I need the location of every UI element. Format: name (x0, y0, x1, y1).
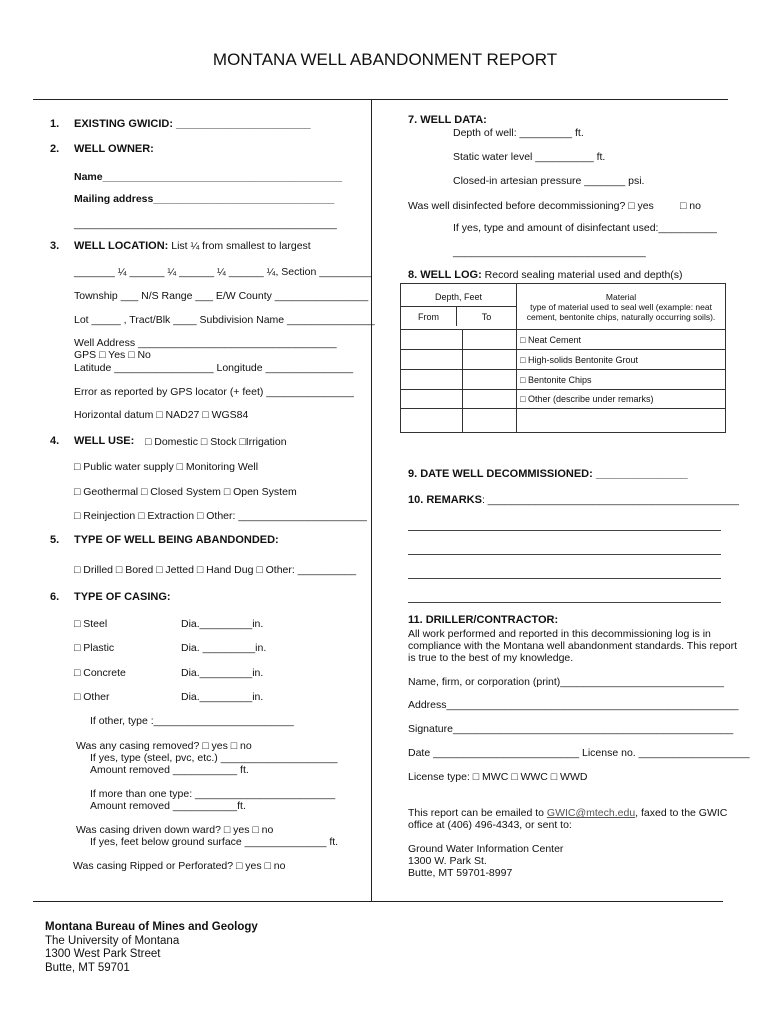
signature-field[interactable]: Signature________________________________________________ (408, 723, 734, 735)
well-type-options[interactable]: □ Drilled □ Bored □ Jetted □ Hand Dug □ Other: __________ (74, 564, 357, 576)
depth-header-cell (401, 284, 517, 330)
casing-ripped-question[interactable]: Was casing Ripped or Perforated? □ yes □ no (73, 860, 286, 872)
casing-steel-diameter[interactable]: Dia._________in. (181, 618, 264, 630)
gwic-street: 1300 W. Park St. (408, 855, 487, 867)
casing-removed-question[interactable]: Was any casing removed? □ yes □ no (76, 740, 252, 752)
well-use-row-3[interactable]: □ Geothermal □ Closed System □ Open System (74, 486, 297, 498)
existing-gwicid-field[interactable]: EXISTING GWICID: ______________________ (74, 118, 311, 130)
log-to-cell[interactable] (462, 370, 517, 390)
well-log-heading (408, 269, 683, 281)
section-3-number: 3. (50, 240, 60, 252)
well-log-table (400, 283, 726, 433)
gwic-email-link[interactable]: GWIC@mtech.edu (546, 807, 636, 819)
gps-checkboxes[interactable]: GPS □ Yes □ No (74, 349, 151, 361)
casing-concrete-diameter[interactable]: Dia._________in. (181, 667, 264, 679)
well-log-label: 8. WELL LOG: (408, 269, 482, 281)
casing-driven-question[interactable]: Was casing driven down ward? □ yes □ no (76, 824, 274, 836)
column-divider (371, 99, 372, 901)
casing-removed-type-field[interactable]: If yes, type (steel, pvc, etc.) ____________________ (90, 752, 338, 764)
material-neat-cement[interactable]: □ Neat Cement (517, 330, 726, 350)
remarks-line-5[interactable] (408, 602, 721, 603)
log-from-cell[interactable] (401, 409, 463, 433)
casing-more-types-field[interactable]: If more than one type: ________________________ (90, 788, 336, 800)
top-rule (33, 99, 728, 100)
material-bentonite-chips[interactable]: □ Bentonite Chips (517, 370, 726, 390)
page-title: MONTANA WELL ABANDONMENT REPORT (212, 50, 558, 69)
gwic-name: Ground Water Information Center (408, 843, 564, 855)
gps-error-field[interactable]: Error as reported by GPS locator (+ feet) _______________ (74, 386, 354, 398)
remarks-line-2[interactable] (408, 530, 721, 531)
certification-line-3: is true to the best of my knowledge. (408, 652, 574, 664)
log-to-cell[interactable] (462, 390, 517, 409)
owner-mailing-line2[interactable]: _____________________________________________ (74, 218, 337, 230)
well-location-hint: List ¼ from smallest to largest (171, 240, 311, 252)
casing-plastic-checkbox[interactable]: □ Plastic (74, 642, 115, 654)
well-use-row-4[interactable]: □ Reinjection □ Extraction □ Other: ______________________ (74, 510, 367, 522)
material-bentonite-grout[interactable]: □ High-solids Bentonite Grout (517, 350, 726, 370)
certification-line-2: compliance with the Montana well abandonment standards. This report (408, 640, 737, 652)
remarks-line-3[interactable] (408, 554, 721, 555)
footer-street: 1300 West Park Street (45, 948, 161, 960)
from-header: From (418, 311, 439, 322)
log-to-cell[interactable] (462, 409, 517, 433)
casing-removed-amount-field[interactable]: Amount removed ___________ ft. (90, 764, 249, 776)
disinfectant-type-field[interactable]: If yes, type and amount of disinfectant used:__________ (453, 222, 717, 234)
well-owner-heading: WELL OWNER: (74, 143, 154, 155)
well-log-hint: Record sealing material used and depth(s) (484, 269, 683, 281)
footer-address-block (45, 921, 258, 975)
township-range-county-field[interactable]: Township ___ N/S Range ___ E/W County ________________ (74, 290, 369, 302)
driller-contractor-heading: 11. DRILLER/CONTRACTOR: (408, 614, 559, 626)
disinfected-question[interactable]: Was well disinfected before decommissioning? □ yes (408, 200, 654, 212)
material-description: type of material used to seal well (example: neat cement, bentonite chips, naturally occurring soils). (526, 301, 716, 322)
name-firm-field[interactable]: Name, firm, or corporation (print)____________________________ (408, 676, 724, 688)
lot-tract-subdivision-field[interactable]: Lot _____ , Tract/Blk ____ Subdivision Name _______________ (74, 314, 375, 326)
log-from-cell[interactable] (401, 370, 463, 390)
certification-line-1: All work performed and reported in this decommissioning log is in (408, 628, 711, 640)
casing-other-diameter[interactable]: Dia._________in. (181, 691, 264, 703)
email-prefix: This report can be emailed to (408, 807, 547, 819)
casing-amount2-field[interactable]: Amount removed ___________ft. (90, 800, 246, 812)
well-use-heading: WELL USE: (74, 435, 135, 447)
depth-header: Depth, Feet (401, 288, 516, 307)
footer-city: Butte, MT 59701 (45, 961, 130, 974)
casing-type-heading: TYPE OF CASING: (74, 591, 171, 603)
owner-mailing-field[interactable]: Mailing address_______________________________ (74, 193, 335, 205)
date-license-field[interactable]: Date _________________________ License no. ___________________ (408, 747, 750, 759)
log-material-cell[interactable] (517, 409, 726, 433)
log-to-cell[interactable] (462, 350, 517, 370)
footer-university: The University of Montana (45, 934, 180, 947)
bottom-rule (33, 901, 723, 902)
section-1-number: 1. (50, 118, 60, 130)
owner-name-field[interactable]: Name_________________________________________ (74, 171, 343, 183)
log-from-cell[interactable] (401, 350, 463, 370)
well-location-heading (74, 240, 311, 252)
lat-long-field[interactable]: Latitude _________________ Longitude _______________ (74, 362, 354, 374)
disinfectant-type-line2[interactable]: _________________________________ (453, 246, 646, 258)
section-5-number: 5. (50, 534, 60, 546)
section-4-number: 4. (50, 435, 60, 447)
well-address-field[interactable]: Well Address __________________________________ (74, 337, 337, 349)
casing-other-type-field[interactable]: If other, type :________________________ (90, 715, 294, 727)
well-data-heading: 7. WELL DATA: (408, 114, 487, 126)
well-use-row-1[interactable]: □ Domestic □ Stock □Irrigation (145, 436, 287, 448)
fax-instructions: office at (406) 496-4343, or sent to: (408, 819, 572, 831)
well-location-label: WELL LOCATION: (74, 240, 169, 252)
material-header: Material (605, 291, 637, 302)
date-decommissioned-field[interactable]: 9. DATE WELL DECOMMISSIONED: _______________ (408, 468, 688, 480)
disinfected-no-checkbox[interactable]: □ no (680, 200, 701, 212)
gwic-city: Butte, MT 59701-8997 (408, 867, 513, 879)
static-water-level-field[interactable]: Static water level __________ ft. (453, 151, 606, 163)
horizontal-datum-checkboxes[interactable]: Horizontal datum □ NAD27 □ WGS84 (74, 409, 249, 421)
log-from-cell[interactable] (401, 390, 463, 409)
remarks-field[interactable] (408, 494, 739, 506)
license-type-checkboxes[interactable]: License type: □ MWC □ WWC □ WWD (408, 771, 588, 783)
material-other[interactable]: □ Other (describe under remarks) (517, 390, 726, 409)
material-header-cell (517, 284, 726, 330)
well-depth-field[interactable]: Depth of well: _________ ft. (453, 127, 584, 139)
quarter-section-field[interactable]: _______ ¼ ______ ¼ ______ ¼ ______ ¼, Section _________ (74, 266, 372, 278)
casing-other-checkbox[interactable]: □ Other (74, 691, 110, 703)
log-from-cell[interactable] (401, 330, 463, 350)
section-6-number: 6. (50, 591, 60, 603)
casing-plastic-diameter[interactable]: Dia. _________in. (181, 642, 267, 654)
well-use-row-2[interactable]: □ Public water supply □ Monitoring Well (74, 461, 259, 473)
remarks-label: 10. REMARKS (408, 494, 482, 506)
to-header: To (456, 307, 516, 326)
log-to-cell[interactable] (462, 330, 517, 350)
address-field[interactable]: Address__________________________________________________ (408, 699, 739, 711)
well-type-heading: TYPE OF WELL BEING ABANDONDED: (74, 534, 279, 546)
section-2-number: 2. (50, 143, 60, 155)
casing-steel-checkbox[interactable]: □ Steel (74, 618, 108, 630)
casing-driven-feet-field[interactable]: If yes, feet below ground surface ______________ ft. (90, 836, 339, 848)
casing-concrete-checkbox[interactable]: □ Concrete (74, 667, 126, 679)
remarks-line-4[interactable] (408, 578, 721, 579)
artesian-pressure-field[interactable]: Closed-in artesian pressure _______ psi. (453, 175, 645, 187)
remarks-line[interactable]: : ___________________________________________ (481, 494, 739, 506)
footer-org: Montana Bureau of Mines and Geology (45, 921, 258, 933)
email-suffix: , faxed to the GWIC (635, 807, 728, 819)
email-instructions (408, 807, 727, 819)
